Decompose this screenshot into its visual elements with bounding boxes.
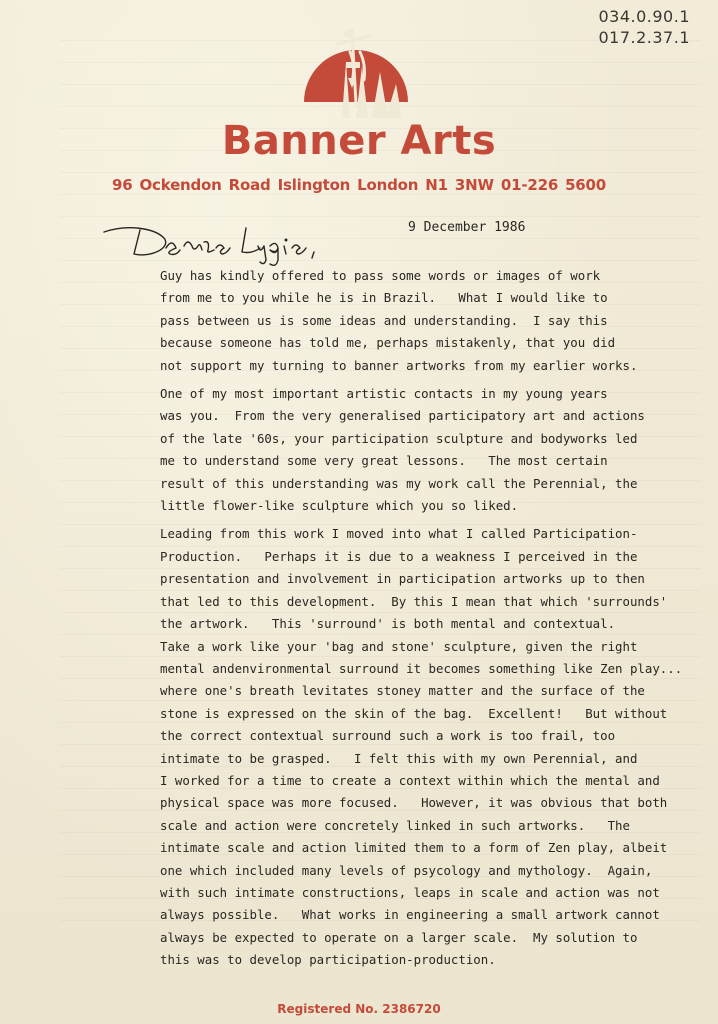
- text-line: of the late '60s, your participation sculpture and bodyworks led: [160, 430, 638, 446]
- archive-reference: [598, 6, 690, 48]
- text-line: where one's breath levitates stoney matter and the surface of the: [160, 683, 645, 699]
- text-line: me to understand some very great lessons. The most certain: [160, 453, 608, 469]
- text-line: physical space was more focused. However, it was obvious that both: [160, 795, 668, 811]
- text-line: little flower-like sculpture which you so liked.: [160, 498, 519, 514]
- text-line: Guy has kindly offered to pass some words or images of work: [160, 268, 601, 283]
- text-line: mental andenvironmental surround it becomes something like Zen play...: [160, 660, 683, 676]
- letter-body: [160, 265, 683, 978]
- banner-figure-logo-icon: [298, 22, 414, 118]
- text-line: intimate to be grasped. I felt this with my own Perennial, and: [160, 750, 638, 766]
- text-line: the correct contextual surround such a work is too frail, too: [160, 728, 616, 744]
- text-line: result of this understanding was my work call the Perennial, the: [160, 475, 638, 491]
- text-line: that led to this development. By this I mean that which 'surrounds': [160, 593, 668, 609]
- paragraph: [160, 265, 680, 377]
- text-line: Leading from this work I moved into what I called Participation-: [160, 526, 638, 542]
- handwritten-salutation: [98, 218, 358, 270]
- letterhead-address: 96 Ockendon Road Islington London N1 3NW 01-226 5600: [111, 176, 607, 194]
- text-line: the artwork. This 'surround' is both mental and contextual.: [160, 616, 616, 632]
- text-line: Production. Perhaps it is due to a weakness I perceived in the: [160, 548, 638, 564]
- text-line: because someone has told me, perhaps mistakenly, that you did: [160, 335, 616, 351]
- text-line: was you. From the very generalised participatory art and actions: [160, 408, 645, 424]
- archive-number: 017.2.37.1: [598, 28, 690, 47]
- text-line: I worked for a time to create a context within which the mental and: [160, 772, 660, 788]
- text-line: scale and action were concretely linked in such artworks. The: [160, 817, 630, 833]
- text-line: presentation and involvement in participation artworks up to then: [160, 571, 645, 587]
- letterhead-name: Banner Arts: [221, 118, 497, 164]
- text-line: not support my turning to banner artworks from my earlier works.: [160, 357, 638, 373]
- paragraph: [160, 383, 680, 517]
- text-line: one which included many levels of psycology and mythology. Again,: [160, 862, 653, 878]
- text-line: always possible. What works in engineering a small artwork cannot: [160, 907, 660, 923]
- text-line: One of my most important artistic contacts in my young years: [160, 386, 608, 402]
- text-line: with such intimate constructions, leaps in scale and action was not: [160, 884, 660, 900]
- text-line: intimate scale and action limited them to a form of Zen play, albeit: [160, 840, 668, 856]
- letter-date: 9 December 1986: [408, 220, 526, 235]
- archive-number: 034.0.90.1: [598, 7, 690, 26]
- registered-number: Registered No. 2386720: [277, 1002, 441, 1016]
- text-line: from me to you while he is in Brazil. What I would like to: [160, 290, 608, 306]
- paragraph: [160, 523, 683, 971]
- text-line: Take a work like your 'bag and stone' sculpture, given the right: [160, 638, 638, 654]
- text-line: pass between us is some ideas and understanding. I say this: [160, 312, 608, 328]
- text-line: stone is expressed on the skin of the bag. Excellent! But without: [160, 705, 668, 721]
- text-line: this was to develop participation-production.: [160, 952, 496, 968]
- text-line: always be expected to operate on a larger scale. My solution to: [160, 929, 638, 945]
